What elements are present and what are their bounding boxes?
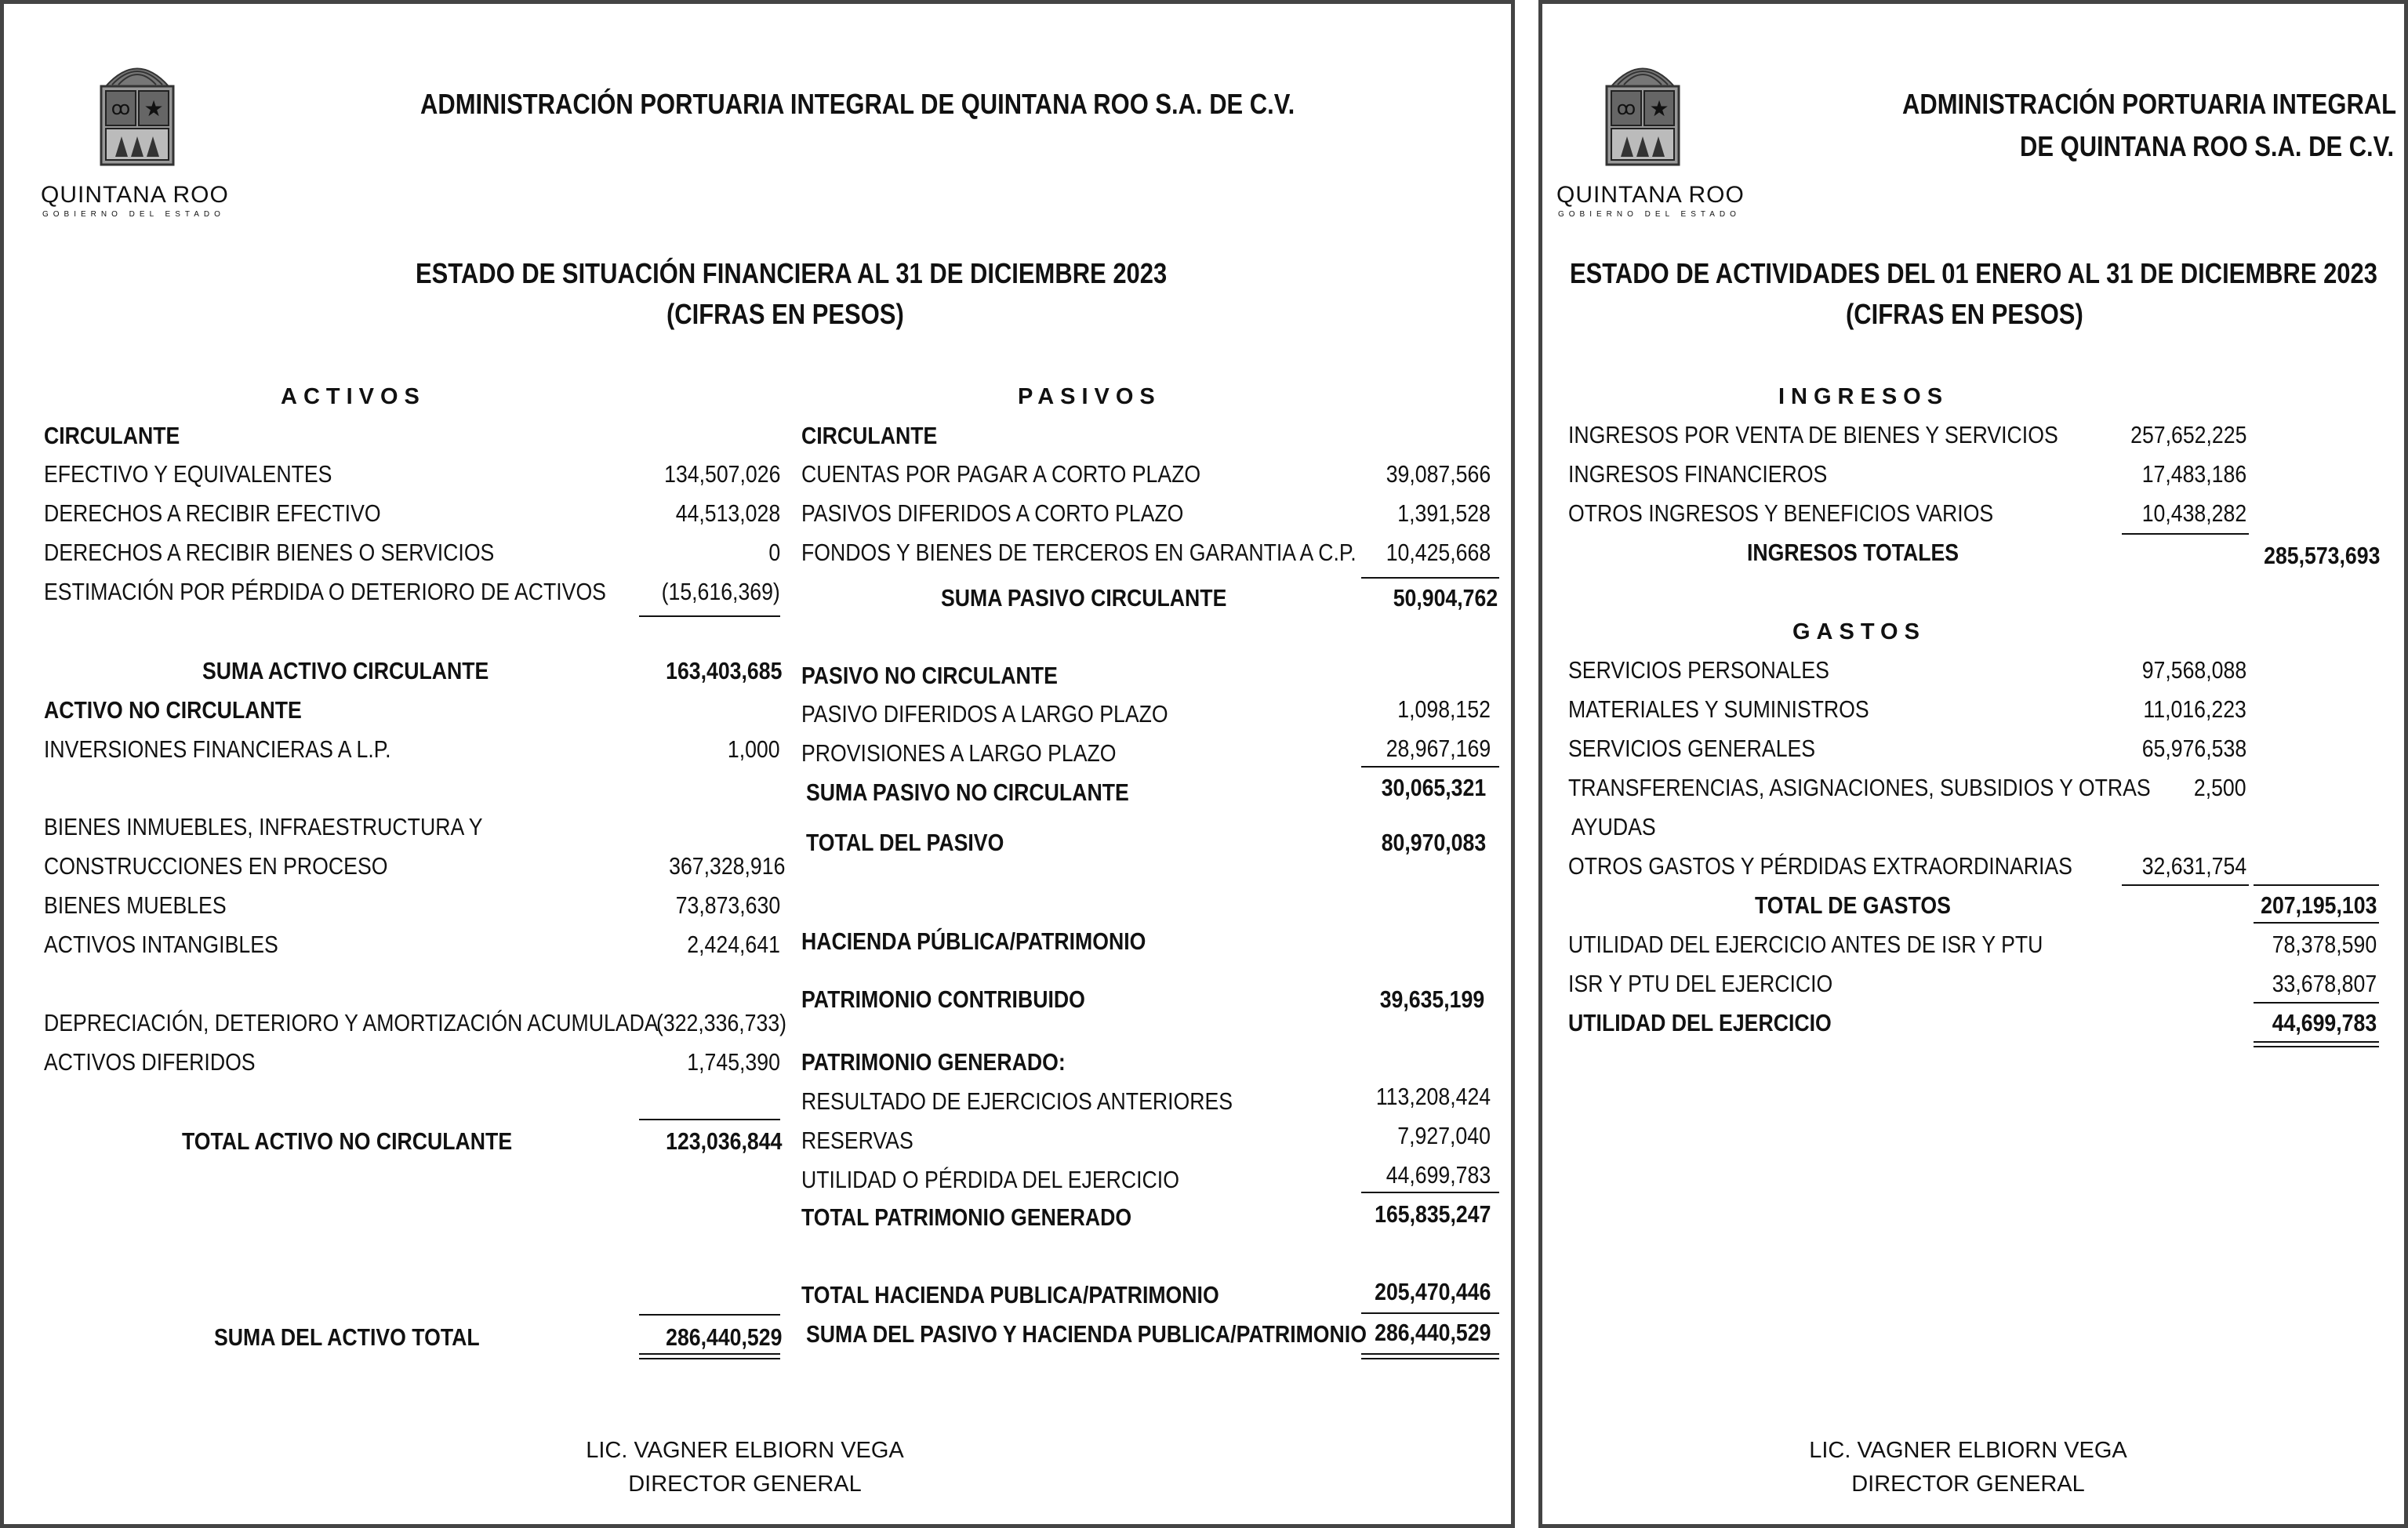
suma-activo-total-value: 286,440,529 — [665, 1323, 782, 1351]
right-page-frame — [1538, 0, 2408, 1528]
statement-title: ESTADO DE SITUACIÓN FINANCIERA AL 31 DE DICIEMBRE 2023 — [416, 257, 1168, 289]
suma-pasivo-hacienda-label: SUMA DEL PASIVO Y HACIENDA PUBLICA/PATRIMONIO — [806, 1320, 1367, 1348]
patrimonio-contribuido-label: PATRIMONIO CONTRIBUIDO — [801, 985, 1085, 1013]
logo-name: QUINTANA ROO — [1556, 182, 1745, 208]
svg-text:★: ★ — [143, 96, 164, 122]
pasivo-lp-value: 1,098,152 — [1397, 695, 1491, 723]
suma-pasivo-no-circulante-value: 30,065,321 — [1381, 774, 1486, 801]
coat-of-arms-icon — [39, 55, 235, 180]
hacienda-label: HACIENDA PÚBLICA/PATRIMONIO — [801, 927, 1146, 955]
diferidos-value: 1,745,390 — [687, 1048, 780, 1076]
pasivo-lp-value: 28,967,169 — [1386, 735, 1491, 762]
otros-gastos-label: OTROS GASTOS Y PÉRDIDAS EXTRAORDINARIAS — [1568, 852, 2072, 880]
activo-row-value: 44,513,028 — [675, 499, 780, 527]
patrimonio-row-value: 7,927,040 — [1397, 1122, 1491, 1149]
underline — [2254, 884, 2379, 886]
org-name: ADMINISTRACIÓN PORTUARIA INTEGRAL DE QUINTANA ROO S.A. DE C.V. — [420, 88, 1295, 120]
org-name-line1: ADMINISTRACIÓN PORTUARIA INTEGRAL — [1902, 88, 2397, 120]
bienes-inmuebles-label: BIENES INMUEBLES, INFRAESTRUCTURA Y — [44, 813, 483, 840]
double-underline — [1361, 1353, 1499, 1355]
activo-row-value: 0 — [768, 539, 780, 566]
ingresos-totales-label: INGRESOS TOTALES — [1747, 539, 1959, 566]
pasivo-row-value: 1,391,528 — [1397, 499, 1491, 527]
pasivo-row-label: PASIVOS DIFERIDOS A CORTO PLAZO — [801, 499, 1184, 527]
transferencias-value: 2,500 — [2194, 774, 2246, 801]
ingreso-row-label: INGRESOS POR VENTA DE BIENES Y SERVICIOS — [1568, 421, 2058, 448]
double-underline — [1361, 1358, 1499, 1359]
ingreso-row-value: 17,483,186 — [2141, 460, 2246, 488]
activo-no-circulante-label: ACTIVO NO CIRCULANTE — [44, 696, 302, 724]
utilidad-value: 44,699,783 — [2272, 1009, 2377, 1036]
statement-title: ESTADO DE ACTIVIDADES DEL 01 ENERO AL 31 DE DICIEMBRE 2023 — [1570, 257, 2377, 289]
gasto-row-label: SERVICIOS PERSONALES — [1568, 656, 1829, 684]
total-pasivo-label: TOTAL DEL PASIVO — [806, 829, 1004, 856]
double-underline — [2254, 1046, 2379, 1047]
pasivo-row-value: 39,087,566 — [1386, 460, 1491, 488]
underline — [2122, 533, 2249, 535]
bienes-muebles-label: BIENES MUEBLES — [44, 891, 227, 919]
utilidad-antes-value: 78,378,590 — [2272, 931, 2377, 958]
state-logo — [1556, 55, 1752, 220]
ingreso-row-value: 257,652,225 — [2130, 421, 2246, 448]
svg-text:ꝏ: ꝏ — [1616, 97, 1636, 119]
ingreso-row-label: OTROS INGRESOS Y BENEFICIOS VARIOS — [1568, 499, 1994, 527]
isr-label: ISR Y PTU DEL EJERCICIO — [1568, 970, 1833, 997]
suma-pasivo-no-circulante-label: SUMA PASIVO NO CIRCULANTE — [806, 779, 1129, 806]
activo-row-label: DERECHOS A RECIBIR BIENES O SERVICIOS — [44, 539, 495, 566]
activo-row-value: (15,616,369) — [661, 578, 780, 605]
statement-subtitle: (CIFRAS EN PESOS) — [666, 298, 904, 330]
total-hacienda-value: 205,470,446 — [1374, 1278, 1491, 1305]
patrimonio-generado-label: PATRIMONIO GENERADO: — [801, 1048, 1066, 1076]
gasto-row-value: 97,568,088 — [2141, 656, 2246, 684]
isr-value: 33,678,807 — [2272, 970, 2377, 997]
activo-row-label: EFECTIVO Y EQUIVALENTES — [44, 460, 332, 488]
construcciones-label: CONSTRUCCIONES EN PROCESO — [44, 852, 388, 880]
pasivo-no-circulante-label: PASIVO NO CIRCULANTE — [801, 662, 1058, 689]
patrimonio-row-label: RESULTADO DE EJERCICIOS ANTERIORES — [801, 1087, 1233, 1115]
underline — [1361, 1312, 1499, 1314]
suma-activo-circulante-value: 163,403,685 — [665, 657, 782, 684]
svg-text:ꝏ: ꝏ — [111, 97, 131, 119]
inversiones-value: 1,000 — [728, 735, 780, 763]
gasto-row-label: MATERIALES Y SUMINISTROS — [1568, 695, 1869, 723]
signer-role: DIRECTOR GENERAL — [1851, 1472, 2085, 1497]
double-underline — [2254, 1041, 2379, 1043]
pasivo-row-label: CUENTAS POR PAGAR A CORTO PLAZO — [801, 460, 1201, 488]
logo-sub: GOBIERNO DEL ESTADO — [42, 210, 225, 219]
total-hacienda-label: TOTAL HACIENDA PUBLICA/PATRIMONIO — [801, 1281, 1219, 1308]
activos-circulante-label: CIRCULANTE — [44, 422, 180, 449]
ingreso-row-value: 10,438,282 — [2141, 499, 2246, 527]
underline — [2254, 1002, 2379, 1004]
underline — [2254, 922, 2379, 924]
underline — [639, 615, 780, 617]
suma-pasivo-circulante-label: SUMA PASIVO CIRCULANTE — [941, 584, 1227, 612]
statement-subtitle: (CIFRAS EN PESOS) — [1846, 298, 2083, 330]
pasivo-lp-label: PASIVO DIFERIDOS A LARGO PLAZO — [801, 700, 1168, 728]
pasivo-row-label: FONDOS Y BIENES DE TERCEROS EN GARANTIA A C.P. — [801, 539, 1357, 566]
double-underline — [639, 1358, 780, 1359]
transferencias-label-cont: AYUDAS — [1571, 813, 1656, 840]
patrimonio-row-label: RESERVAS — [801, 1127, 913, 1154]
signer-name: LIC. VAGNER ELBIORN VEGA — [1809, 1438, 2127, 1463]
activo-row-label: DERECHOS A RECIBIR EFECTIVO — [44, 499, 381, 527]
patrimonio-contribuido-value: 39,635,199 — [1379, 985, 1484, 1013]
underline — [1361, 577, 1499, 579]
underline — [2122, 884, 2249, 886]
depreciacion-value: (322,336,733) — [656, 1009, 786, 1036]
double-underline — [639, 1353, 780, 1355]
utilidad-label: UTILIDAD DEL EJERCICIO — [1568, 1009, 1832, 1036]
pasivo-lp-label: PROVISIONES A LARGO PLAZO — [801, 739, 1117, 767]
ingresos-totales-value: 285,573,693 — [2263, 542, 2380, 569]
pasivos-circulante-label: CIRCULANTE — [801, 422, 938, 449]
logo-sub: GOBIERNO DEL ESTADO — [1558, 210, 1741, 219]
total-patrimonio-generado-value: 165,835,247 — [1374, 1200, 1491, 1228]
gasto-row-value: 11,016,223 — [2143, 695, 2246, 723]
signer-name: LIC. VAGNER ELBIORN VEGA — [586, 1438, 904, 1463]
patrimonio-row-value: 44,699,783 — [1386, 1161, 1491, 1189]
activo-row-value: 134,507,026 — [663, 460, 780, 488]
coat-of-arms-icon — [1556, 55, 1752, 180]
activos-heading: ACTIVOS — [281, 384, 426, 409]
signer-role: DIRECTOR GENERAL — [628, 1472, 862, 1497]
suma-activo-circulante-label: SUMA ACTIVO CIRCULANTE — [202, 657, 489, 684]
activo-row-label: ESTIMACIÓN POR PÉRDIDA O DETERIORO DE ACTIVOS — [44, 578, 606, 605]
suma-activo-total-label: SUMA DEL ACTIVO TOTAL — [214, 1323, 480, 1351]
gastos-heading: GASTOS — [1792, 619, 1926, 644]
utilidad-antes-label: UTILIDAD DEL EJERCICIO ANTES DE ISR Y PTU — [1568, 931, 2043, 958]
gasto-row-value: 65,976,538 — [2141, 735, 2246, 762]
underline — [639, 1119, 780, 1120]
state-logo — [39, 55, 235, 220]
ingreso-row-label: INGRESOS FINANCIEROS — [1568, 460, 1828, 488]
construcciones-value: 367,328,916 — [668, 852, 785, 880]
pasivos-heading: PASIVOS — [1018, 384, 1161, 409]
patrimonio-row-label: UTILIDAD O PÉRDIDA DEL EJERCICIO — [801, 1166, 1179, 1193]
diferidos-label: ACTIVOS DIFERIDOS — [44, 1048, 256, 1076]
suma-pasivo-hacienda-value: 286,440,529 — [1374, 1319, 1491, 1346]
transferencias-label: TRANSFERENCIAS, ASIGNACIONES, SUBSIDIOS Y OTRAS — [1568, 774, 2151, 801]
total-patrimonio-generado-label: TOTAL PATRIMONIO GENERADO — [801, 1203, 1132, 1231]
ingresos-heading: INGRESOS — [1778, 384, 1949, 409]
total-gastos-label: TOTAL DE GASTOS — [1755, 891, 1951, 919]
inversiones-label: INVERSIONES FINANCIERAS A L.P. — [44, 735, 391, 763]
total-activo-no-circulante-label: TOTAL ACTIVO NO CIRCULANTE — [182, 1127, 513, 1155]
gasto-row-label: SERVICIOS GENERALES — [1568, 735, 1816, 762]
intangibles-label: ACTIVOS INTANGIBLES — [44, 931, 278, 958]
logo-name: QUINTANA ROO — [41, 182, 229, 208]
total-pasivo-value: 80,970,083 — [1381, 829, 1486, 856]
underline — [1361, 766, 1499, 768]
underline — [639, 1314, 780, 1316]
depreciacion-label: DEPRECIACIÓN, DETERIORO Y AMORTIZACIÓN ACUMULADA — [44, 1009, 659, 1036]
svg-text:★: ★ — [1649, 96, 1669, 122]
total-activo-no-circulante-value: 123,036,844 — [665, 1127, 782, 1155]
bienes-muebles-value: 73,873,630 — [675, 891, 780, 919]
intangibles-value: 2,424,641 — [687, 931, 780, 958]
otros-gastos-value: 32,631,754 — [2141, 852, 2246, 880]
pasivo-row-value: 10,425,668 — [1386, 539, 1491, 566]
underline — [1361, 1192, 1499, 1193]
org-name-line2: DE QUINTANA ROO S.A. DE C.V. — [2020, 130, 2395, 162]
patrimonio-row-value: 113,208,424 — [1375, 1083, 1491, 1110]
total-gastos-value: 207,195,103 — [2260, 891, 2377, 919]
suma-pasivo-circulante-value: 50,904,762 — [1393, 584, 1498, 612]
